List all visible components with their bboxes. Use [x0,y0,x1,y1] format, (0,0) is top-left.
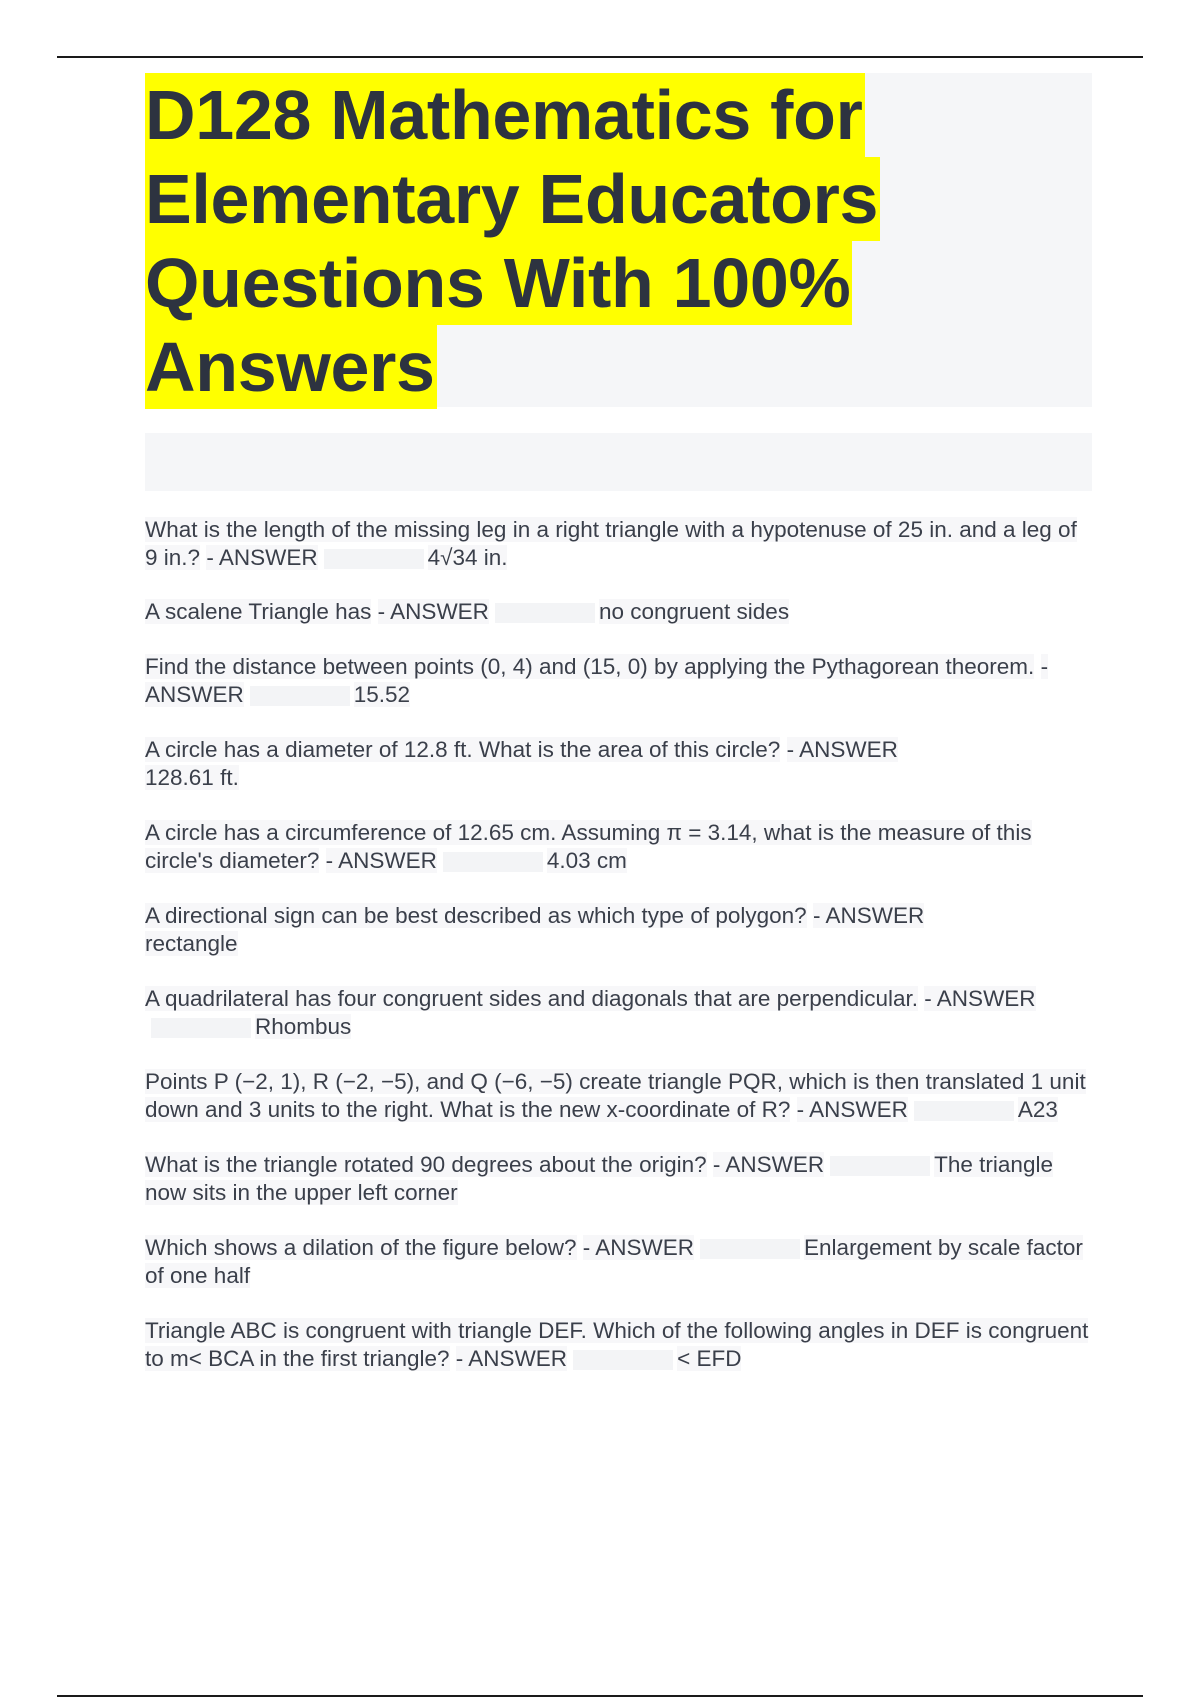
answer-marker: - ANSWER [812,903,925,928]
answer-text: < EFD [677,1346,742,1371]
answer-text: Rhombus [255,1014,352,1039]
answer-text: no congruent sides [598,599,790,624]
answer-gap [250,686,350,706]
question-text: A quadrilateral has four congruent sides and diagonals that are perpendicular. [145,986,919,1011]
question-text: Triangle ABC is congruent with triangle DEF. Which of the following angles in DEF is congruent to m< BCA in the first triangle? [145,1318,1089,1371]
document-title [145,73,1092,409]
answer-marker: - ANSWER [582,1235,695,1260]
answer-marker: - ANSWER [325,848,437,873]
qa-item [145,1151,1092,1207]
question-text: What is the length of the missing leg in a right triangle with a hypotenuse of 25 in. and a leg of 9 in.? [145,517,1077,570]
answer-text: 128.61 ft. [145,765,239,790]
qa-item [145,653,1092,709]
answer-gap [914,1101,1014,1121]
answer-gap [573,1350,673,1370]
title-line: Answers [145,325,437,409]
answer-text: rectangle [145,931,238,956]
answer-gap [700,1239,800,1259]
answer-gap [495,603,595,623]
qa-item [145,1234,1092,1290]
title-line: D128 Mathematics for [145,73,865,157]
qa-item [145,1317,1092,1373]
bottom-rule [57,1695,1143,1697]
answer-gap [830,1156,930,1176]
qa-item [145,736,1092,792]
qa-item [145,516,1092,572]
question-text: A directional sign can be best described as which type of polygon? [145,903,807,928]
answer-text: 15.52 [353,682,411,707]
qa-item [145,819,1092,875]
title-block [145,73,1092,407]
question-text: What is the triangle rotated 90 degrees about the origin? [145,1152,707,1177]
answer-marker: - ANSWER [145,654,1049,707]
question-text: A scalene Triangle has [145,599,372,624]
qa-item [145,1068,1092,1124]
answer-marker: - ANSWER [924,986,1036,1011]
qa-item [145,985,1092,1041]
answer-gap [151,1018,251,1038]
answer-text: Enlargement by scale factor of one half [145,1235,1083,1288]
question-text: A circle has a circumference of 12.65 cm. Assuming π = 3.14, what is the measure of this circle's diameter? [145,820,1032,873]
answer-marker: - ANSWER [712,1152,825,1177]
qa-item [145,598,1092,626]
answer-text: 4.03 cm [546,848,627,873]
qa-list [145,516,1092,1373]
answer-text: The triangle now sits in the upper left corner [145,1152,1053,1205]
question-text: Points P (−2, 1), R (−2, −5), and Q (−6, −5) create triangle PQR, which is then translated 1 unit down and 3 units to the right. What is the new x-coordinate of R? [145,1069,1086,1122]
answer-gap [324,549,424,569]
top-rule [57,56,1143,58]
title-line: Questions With 100% [145,241,852,325]
answer-text: 4√34 in. [427,545,508,570]
answer-text: A23 [1017,1097,1058,1122]
answer-marker: - ANSWER [786,737,898,762]
blank-banner [145,433,1092,491]
question-text: Which shows a dilation of the figure below? [145,1235,577,1260]
question-text: A circle has a diameter of 12.8 ft. What is the area of this circle? [145,737,781,762]
answer-marker: - ANSWER [796,1097,908,1122]
title-line: Elementary Educators [145,157,880,241]
answer-marker: - ANSWER [377,599,489,624]
answer-marker: - ANSWER [206,545,318,570]
answer-gap [443,852,543,872]
answer-marker: - ANSWER [455,1346,568,1371]
question-text: Find the distance between points (0, 4) and (15, 0) by applying the Pythagorean theorem. [145,654,1035,679]
qa-item [145,902,1092,958]
